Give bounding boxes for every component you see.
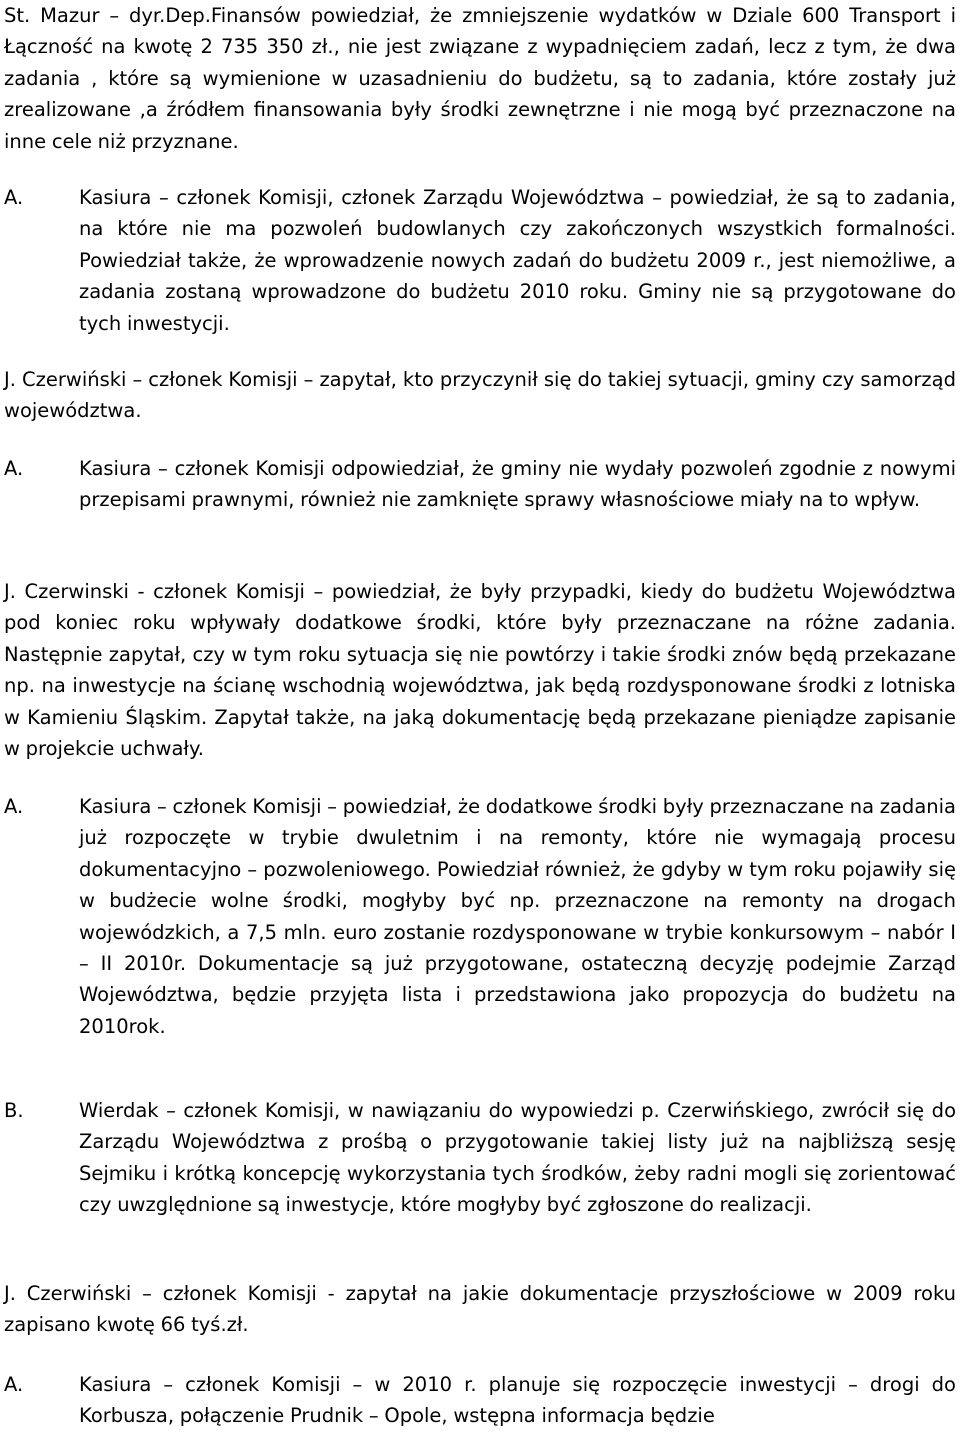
paragraph-text: Kasiura – członek Komisji, członek Zarządu Województwa – powiedział, że są to zadania, na które nie ma pozwoleń budowlanych czy zakończonych wszystkich formalności. Powiedział także, że wprowadzenie nowych zadań do budżetu 2009 r., jest niemożliwe, a zadania zostaną wprowadzone do budżetu 2010 roku. Gminy nie są przygotowane do tych inwestycji. xyxy=(79,186,956,335)
paragraph-kasiura-response-3 xyxy=(4,791,956,1042)
paragraph-czerwinski-question-3: J. Czerwiński – członek Komisji - zapytał na jakie dokumentacje przyszłościowe w 2009 roku zapisano kwotę 66 tyś.zł. xyxy=(4,1282,956,1337)
speaker-initial: A. xyxy=(4,1373,24,1396)
speaker-initial: A. xyxy=(4,795,24,818)
paragraph-mazur-statement: St. Mazur – dyr.Dep.Finansów powiedział, że zmniejszenie wydatków w Dziale 600 Transport i Łączność na kwotę 2 735 350 zł., nie jest związane z wypadnięciem zadań, lecz z tym, że dwa zadania , które są wymienione w uzasadnieniu do budżetu, są to zadania, które zostały już zrealizowane ,a źródłem finansowania były środki zewnętrzne i nie mogą być przeznaczone na inne cele niż przyznane. xyxy=(4,4,956,153)
paragraph-kasiura-response-4 xyxy=(4,1369,956,1432)
paragraph-kasiura-response-1 xyxy=(4,182,956,339)
paragraph-kasiura-response-2 xyxy=(4,453,956,516)
paragraph-text: Kasiura – członek Komisji odpowiedział, że gminy nie wydały pozwoleń zgodnie z nowymi przepisami prawnymi, również nie zamknięte sprawy własnościowe miały na to wpływ. xyxy=(79,457,956,512)
paragraph-text: Kasiura – członek Komisji – powiedział, że dodatkowe środki były przeznaczane na zadania już rozpoczęte w trybie dwuletnim i na remonty, które nie wymagają procesu dokumentacyjno – pozwoleniowego. Powiedział również, że gdyby w tym roku pojawiły się w budżecie wolne środki, mogłyby być np. przeznaczone na remonty na drogach wojewódzkich, a 7,5 mln. euro zostanie rozdysponowane w trybie konkursowym – nabór I – II 2010r. Dokumentacje są już przygotowane, ostateczną decyzję podejmie Zarząd Województwa, będzie przyjęta lista i przedstawiona jako propozycja do budżetu na 2010rok. xyxy=(79,795,956,1038)
paragraph-wierdak-request xyxy=(4,1095,956,1221)
paragraph-text: Wierdak – członek Komisji, w nawiązaniu do wypowiedzi p. Czerwińskiego, zwrócił się do Zarządu Województwa z prośbą o przygotowanie takiej listy już na najbliższą sesję Sejmiku i krótką koncepcję wykorzystania tych środków, żeby radni mogli się zorientować czy uwzględnione są inwestycje, które mogłyby być zgłoszone do realizacji. xyxy=(79,1099,956,1217)
paragraph-czerwinski-question-2: J. Czerwinski - członek Komisji – powiedział, że były przypadki, kiedy do budżetu Województwa pod koniec roku wpływały dodatkowe środki, które były przeznaczane na różne zadania. Następnie zapytał, czy w tym roku sytuacja się nie powtórzy i takie środki znów będą przekazane np. na inwestycje na ścianę wschodnią województwa, jak będą rozdysponowane środki z lotniska w Kamieniu Śląskim. Zapytał także, na jaką dokumentację będą przekazane pieniądze zapisanie w projekcie uchwały. xyxy=(4,580,956,761)
paragraph-text: Kasiura – członek Komisji – w 2010 r. planuje się rozpoczęcie inwestycji – drogi do Korbusza, połączenie Prudnik – Opole, wstępna informacja będzie xyxy=(79,1373,956,1428)
speaker-initial: A. xyxy=(4,186,24,209)
speaker-initial: B. xyxy=(4,1099,24,1122)
speaker-initial: A. xyxy=(4,457,24,480)
paragraph-czerwinski-question-1: J. Czerwiński – członek Komisji – zapytał, kto przyczynił się do takiej sytuacji, gminy czy samorząd województwa. xyxy=(4,368,956,423)
